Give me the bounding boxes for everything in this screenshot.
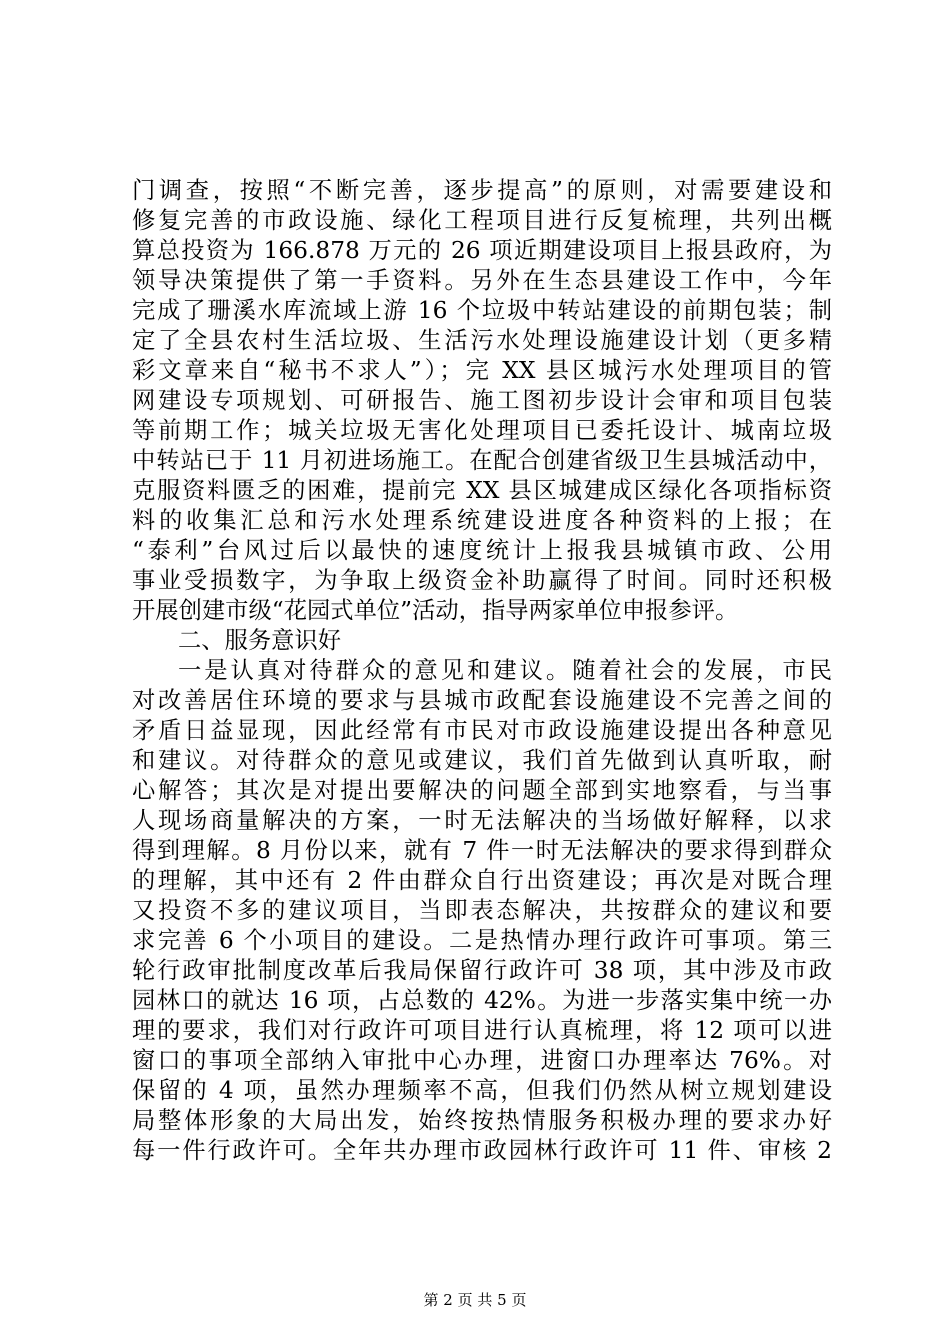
text-line: 求完善 6 个小项目的建设。二是热情办理行政许可事项。第三 bbox=[132, 927, 832, 954]
paragraph-2 bbox=[132, 656, 832, 1166]
text-line: 的理解，其中还有 2 件由群众自行出资建设；再次是对既合理 bbox=[132, 867, 832, 894]
text-line: 矛盾日益显现，因此经常有市民对市政设施建设提出各种意见 bbox=[132, 717, 832, 744]
text-line: 等前期工作；城关垃圾无害化处理项目已委托设计、城南垃圾 bbox=[132, 417, 832, 444]
text-line: 每一件行政许可。全年共办理市政园林行政许可 11 件、审核 2 bbox=[132, 1137, 832, 1164]
text-line: 完成了珊溪水库流域上游 16 个垃圾中转站建设的前期包装；制 bbox=[132, 297, 832, 324]
text-line: 又投资不多的建议项目，当即表态解决，共按群众的建议和要 bbox=[132, 897, 832, 924]
text-line: 轮行政审批制度改革后我局保留行政许可 38 项，其中涉及市政 bbox=[132, 957, 832, 984]
text-line: 算总投资为 166.878 万元的 26 项近期建设项目上报县政府，为 bbox=[132, 237, 832, 264]
text-line: 一是认真对待群众的意见和建议。随着社会的发展，市民 bbox=[178, 657, 832, 684]
text-line: 料的收集汇总和污水处理系统建设进度各种资料的上报；在 bbox=[132, 507, 832, 534]
text-line: 网建设专项规划、可研报告、施工图初步设计会审和项目包装 bbox=[132, 387, 832, 414]
text-line: 人现场商量解决的方案，一时无法解决的当场做好解释，以求 bbox=[132, 807, 832, 834]
text-line: 园林口的就达 16 项，占总数的 42%。为进一步落实集中统一办 bbox=[132, 987, 832, 1014]
text-line: 门调查，按照“不断完善，逐步提高”的原则，对需要建设和 bbox=[132, 177, 832, 204]
text-line: 对改善居住环境的要求与县城市政配套设施建设不完善之间的 bbox=[132, 687, 832, 714]
document-body bbox=[132, 176, 832, 1166]
section-heading: 二、服务意识好 bbox=[178, 627, 342, 654]
text-line: 克服资料匮乏的困难，提前完 XX 县区城建成区绿化各项指标资 bbox=[132, 477, 832, 504]
text-line: 理的要求，我们对行政许可项目进行认真梳理，将 12 项可以进 bbox=[132, 1017, 832, 1044]
page-footer: 第 2 页 共 5 页 bbox=[423, 1291, 527, 1309]
text-line: 修复完善的市政设施、绿化工程项目进行反复梳理，共列出概 bbox=[132, 207, 832, 234]
text-line: 和建议。对待群众的意见或建议，我们首先做到认真听取，耐 bbox=[132, 747, 832, 774]
text-line: 心解答；其次是对提出要解决的问题全部到实地察看，与当事 bbox=[132, 777, 832, 804]
text-line: 事业受损数字，为争取上级资金补助赢得了时间。同时还积极 bbox=[132, 567, 832, 594]
text-line: 开展创建市级“花园式单位”活动，指导两家单位申报参评。 bbox=[132, 597, 739, 624]
text-line: 中转站已于 11 月初进场施工。在配合创建省级卫生县城活动中， bbox=[132, 447, 832, 474]
text-line: 定了全县农村生活垃圾、生活污水处理设施建设计划（更多精 bbox=[132, 327, 832, 354]
text-line: 窗口的事项全部纳入审批中心办理，进窗口办理率达 76%。对 bbox=[132, 1047, 832, 1074]
text-line: 局整体形象的大局出发，始终按热情服务积极办理的要求办好 bbox=[132, 1107, 832, 1134]
text-line: 彩文章来自“秘书不求人”）；完 XX 县区城污水处理项目的管 bbox=[132, 357, 832, 384]
text-line: 得到理解。8 月份以来，就有 7 件一时无法解决的要求得到群众 bbox=[132, 837, 833, 864]
text-line: “泰利”台风过后以最快的速度统计上报我县城镇市政、公用 bbox=[132, 537, 832, 564]
text-line: 领导决策提供了第一手资料。另外在生态县建设工作中，今年 bbox=[132, 267, 832, 294]
text-line: 保留的 4 项，虽然办理频率不高，但我们仍然从树立规划建设 bbox=[132, 1077, 832, 1104]
paragraph-1 bbox=[132, 176, 832, 626]
